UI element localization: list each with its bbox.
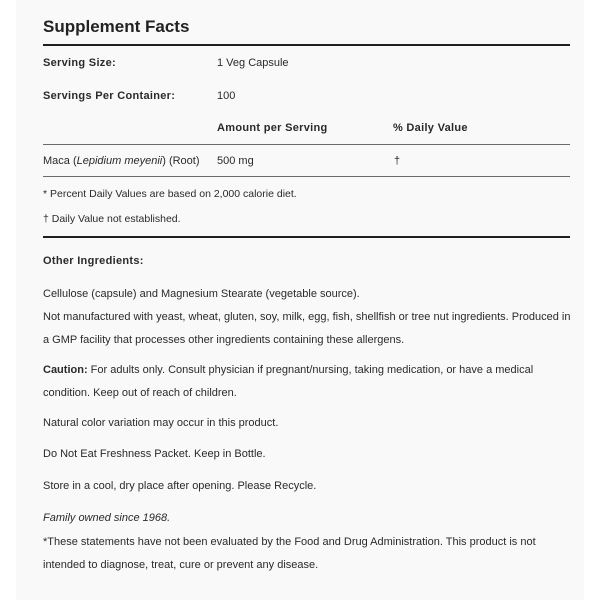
serving-size-value: 1 Veg Capsule [217,57,289,69]
caution-label: Caution: [43,364,88,376]
ingredient-daily-value: † [394,155,401,167]
footnotes-divider [43,236,570,238]
ingredient-divider [43,176,570,177]
color-variation-note: Natural color variation may occur in this product. [43,417,279,429]
percent-daily-footnote: * Percent Daily Values are based on 2,000 calorie diet. [43,188,297,200]
storage-note: Store in a cool, dry place after opening. Please Recycle. [43,480,317,492]
servings-per-container-label: Servings Per Container: [43,90,176,102]
daily-value-header: % Daily Value [393,122,468,134]
freshness-note: Do Not Eat Freshness Packet. Keep in Bottle. [43,448,266,460]
ingredient-name [43,155,200,167]
other-ingredients-heading: Other Ingredients: [43,255,144,267]
serving-size-label: Serving Size: [43,57,116,69]
panel-title: Supplement Facts [43,17,190,36]
caution-text: For adults only. Consult physician if pregnant/nursing, taking medication, or have a medical condition. Keep out of reach of children. [43,364,534,399]
title-divider [43,44,570,46]
allergen-statement: Not manufactured with yeast, wheat, gluten, soy, milk, egg, fish, shellfish or tree nut ingredients. Produced in a GMP facility that processes other ingredients containing these allergens. [43,311,571,346]
ingredient-latin-name: Lepidium meyenii [76,155,163,167]
header-divider [43,144,570,145]
servings-per-container-value: 100 [217,90,236,102]
supplement-facts-panel [16,0,584,600]
ingredient-name-prefix: Maca ( [43,155,77,167]
family-owned-note: Family owned since 1968. [43,512,171,524]
other-ingredients-list: Cellulose (capsule) and Magnesium Stearate (vegetable source). [43,288,360,300]
amount-per-serving-header: Amount per Serving [217,122,328,134]
caution-statement [43,359,573,405]
dagger-footnote: † Daily Value not established. [43,213,181,225]
ingredient-amount: 500 mg [217,155,254,167]
ingredient-name-suffix: ) (Root) [162,155,200,167]
fda-disclaimer: *These statements have not been evaluated by the Food and Drug Administration. This product is not intended to diagnose, treat, cure or prevent any disease. [43,536,536,571]
